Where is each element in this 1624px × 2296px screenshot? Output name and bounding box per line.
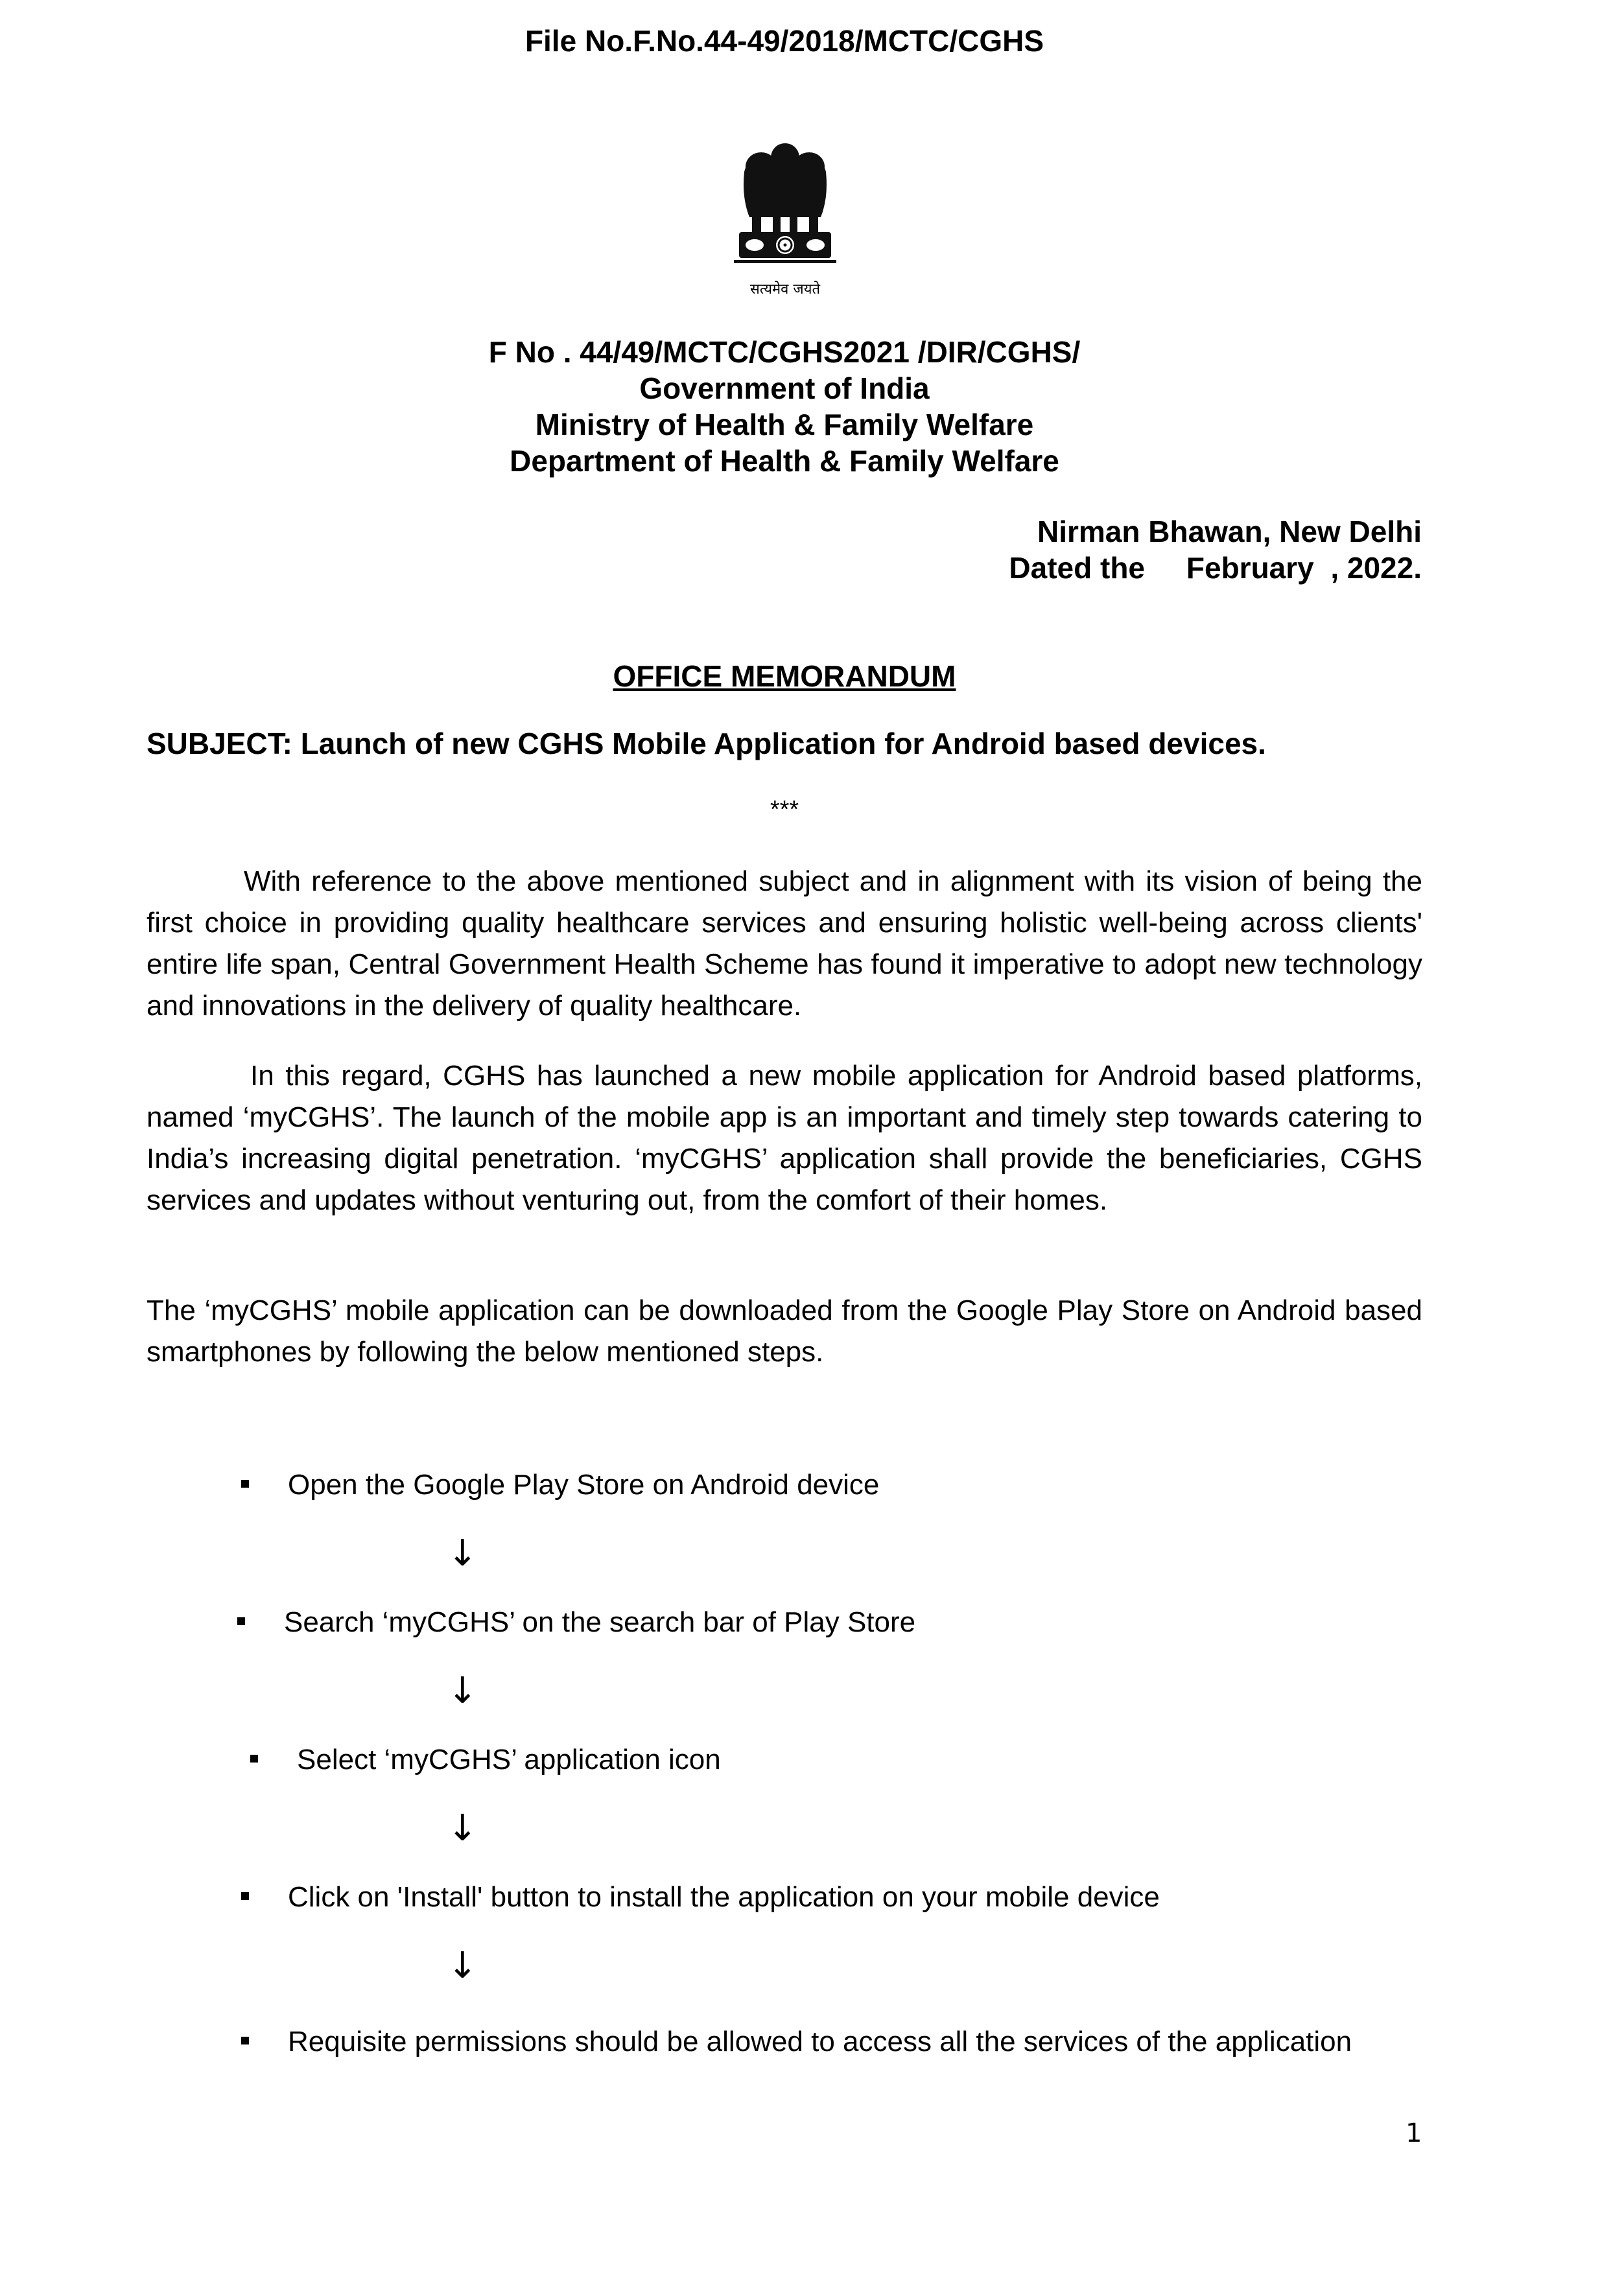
separator: *** [770, 796, 799, 823]
step-text: Select ‘myCGHS’ application icon [297, 1744, 721, 1775]
step-item [237, 1606, 915, 1639]
paragraph-3: The ‘myCGHS’ mobile application can be downloaded from the Google Play Store on Android based smartphones by following the below mentioned steps. [147, 1294, 1422, 1368]
step-item [241, 1881, 1160, 1914]
ministry-name: Ministry of Health & Family Welfare [535, 408, 1034, 441]
step-text: Requisite permissions should be allowed to access all the services of the application [288, 2026, 1352, 2057]
square-bullet-icon [241, 1480, 249, 1488]
square-bullet-icon [250, 1755, 258, 1763]
place-date-block [1009, 513, 1422, 586]
step-text: Open the Google Play Store on Android device [288, 1469, 880, 1501]
step-item [241, 1469, 879, 1501]
emblem-motto: सत्यमेव जयते [749, 281, 821, 298]
national-emblem-icon [730, 139, 840, 295]
square-bullet-icon [241, 1892, 249, 1900]
paragraph-1: With reference to the above mentioned subject and in alignment with its vision of being the first choice in providing quality healthcare services and ensuring holistic well-being across clients' entire life span, Central Government Health Scheme has found it imperative to adopt new technology and innovations in the delivery of quality healthcare. [147, 865, 1422, 1022]
down-arrow-icon: ↓ [447, 1670, 478, 1712]
step-text: Click on 'Install' button to install the application on your mobile device [288, 1881, 1160, 1913]
page-number: 1 [1406, 2118, 1422, 2148]
place: Nirman Bhawan, New Delhi [1037, 515, 1422, 548]
memo-title: OFFICE MEMORANDUM [613, 659, 956, 693]
square-bullet-icon [237, 1617, 245, 1625]
date: Dated the February , 2022. [1009, 551, 1422, 585]
step-item [241, 2021, 1422, 2063]
file-number: File No.F.No.44-49/2018/MCTC/CGHS [524, 24, 1044, 58]
step-item [250, 1744, 721, 1776]
step-text: Search ‘myCGHS’ on the search bar of Play Store [284, 1606, 916, 1638]
department-name: Department of Health & Family Welfare [510, 444, 1059, 478]
government-name: Government of India [639, 371, 930, 405]
down-arrow-icon: ↓ [447, 1532, 478, 1575]
down-arrow-icon: ↓ [447, 1945, 478, 1987]
subject-line: SUBJECT: Launch of new CGHS Mobile Application for Android based devices. [147, 727, 1266, 760]
letterhead [0, 334, 1569, 479]
square-bullet-icon [241, 2037, 249, 2044]
down-arrow-icon: ↓ [447, 1807, 478, 1849]
paragraph-2: In this regard, CGHS has launched a new mobile application for Android based platforms, named ‘myCGHS’. The launch of the mobile app is an important and timely step towards catering to India’s increasing digital penetration. ‘myCGHS’ application shall provide the beneficiaries, CGHS services and updates without venturing out, from the comfort of their homes. [147, 1060, 1422, 1216]
reference-number: F No . 44/49/MCTC/CGHS2021 /DIR/CGHS/ [488, 335, 1081, 369]
